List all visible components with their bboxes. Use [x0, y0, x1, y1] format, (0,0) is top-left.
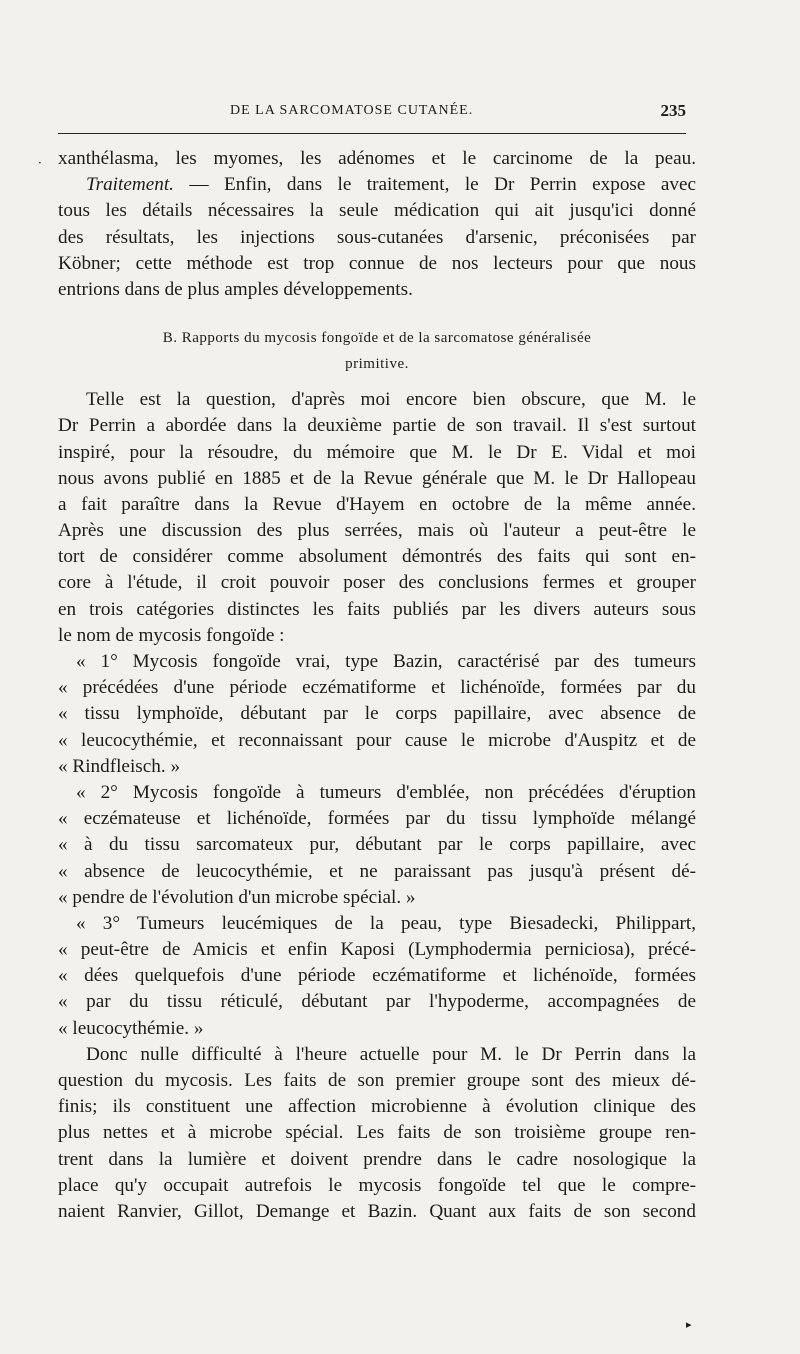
- text-line: question du mycosis. Les faits de son premier groupe sont des mieux dé-: [58, 1070, 696, 1091]
- quote-line: « Rindfleisch. »: [58, 755, 181, 777]
- text-line: tort de considérer comme absolument démontrés des faits qui sont en-: [58, 546, 696, 568]
- traitement-label: Traitement.: [86, 174, 174, 196]
- text-line: inspiré, pour la résoudre, du mémoire que M. le Dr E. Vidal et moi: [58, 441, 696, 463]
- section-heading-cont: primitive.: [345, 356, 409, 373]
- text-line: entrions dans de plus amples développements.: [58, 278, 413, 300]
- quote-line: « tissu lymphoïde, débutant par le corps papillaire, avec absence de: [58, 703, 696, 725]
- quote-line: « dées quelquefois d'une période eczématiforme et lichénoïde, formées: [58, 965, 696, 987]
- quote-line: « 2° Mycosis fongoïde à tumeurs d'emblée, non précédées d'éruption: [76, 781, 696, 803]
- text-line: en trois catégories distinctes les faits publiés par les divers auteurs sous: [58, 598, 696, 620]
- text-line: Telle est la question, d'après moi encore bien obscure, que M. le: [86, 389, 696, 411]
- bottom-mark: ▸: [686, 1318, 692, 1331]
- text-line: [58, 172, 696, 198]
- quote-line: « leucocythémie, et reconnaissant pour cause le microbe d'Auspitz et de: [58, 729, 696, 751]
- text-line: Donc nulle difficulté à l'heure actuelle pour M. le Dr Perrin dans la: [86, 1043, 696, 1065]
- text-line: le nom de mycosis fongoïde :: [58, 624, 285, 646]
- quote-line: « absence de leucocythémie, et ne paraissant pas jusqu'à présent dé-: [58, 860, 696, 882]
- text-line: naient Ranvier, Gillot, Demange et Bazin. Quant aux faits de son second: [58, 1200, 696, 1222]
- body-text: [58, 146, 696, 1225]
- quote-line: « peut-être de Amicis et enfin Kaposi (Lymphodermia perniciosa), précé-: [58, 939, 696, 961]
- text-line: place qu'y occupait autrefois le mycosis fongoïde tel que le compre-: [58, 1174, 696, 1196]
- page-header: [58, 103, 686, 125]
- quote-line: « eczémateuse et lichénoïde, formées par du tissu lymphoïde mélangé: [58, 808, 696, 830]
- quote-line: « 1° Mycosis fongoïde vrai, type Bazin, caractérisé par des tumeurs: [76, 651, 696, 672]
- text-line: tous les détails nécessaires la seule médication qui ait jusqu'ici donné: [58, 200, 696, 222]
- text-line: core à l'étude, il croit pouvoir poser des conclusions fermes et grouper: [58, 572, 696, 594]
- quote-line: « par du tissu réticulé, débutant par l'hypoderme, accompagnées de: [58, 991, 696, 1013]
- quote-line: « précédées d'une période eczématiforme et lichénoïde, formées par du: [58, 677, 696, 699]
- margin-dot: ·: [38, 156, 42, 170]
- page-number: 235: [660, 101, 686, 120]
- text-line: xanthélasma, les myomes, les adénomes et le carcinome de la peau.: [58, 148, 696, 169]
- text-line: a fait paraître dans la Revue d'Hayem en octobre de la même année.: [58, 493, 696, 515]
- running-title: DE LA SARCOMATOSE CUTANÉE.: [230, 103, 474, 118]
- text-line-rest: — Enfin, dans le traitement, le Dr Perrin expose avec: [189, 174, 697, 196]
- header-rule: [58, 133, 686, 134]
- text-line: trent dans la lumière et doivent prendre dans le cadre nosologique la: [58, 1148, 696, 1170]
- text-line: Dr Perrin a abordée dans la deuxième partie de son travail. Il s'est surtout: [58, 415, 696, 437]
- quote-line: « 3° Tumeurs leucémiques de la peau, type Biesadecki, Philippart,: [76, 912, 696, 934]
- quote-line: « à du tissu sarcomateux pur, débutant par le corps papillaire, avec: [58, 834, 696, 856]
- text-line: Köbner; cette méthode est trop connue de nos lecteurs pour que nous: [58, 252, 696, 274]
- text-line: finis; ils constituent une affection microbienne à évolution clinique des: [58, 1096, 696, 1118]
- text-line: Après une discussion des plus serrées, mais où l'auteur a peut-être le: [58, 520, 696, 542]
- section-heading: B. Rapports du mycosis fongoïde et de la sarcomatose généralisée: [162, 330, 592, 347]
- text-line: plus nettes et à microbe spécial. Les faits de son troisième groupe ren-: [58, 1122, 696, 1144]
- text-line: des résultats, les injections sous-cutanées d'arsenic, préconisées par: [58, 226, 696, 248]
- text-line: nous avons publié en 1885 et de la Revue générale que M. le Dr Hallopeau: [58, 467, 696, 489]
- quote-line: « leucocythémie. »: [58, 1017, 204, 1039]
- quote-line: « pendre de l'évolution d'un microbe spécial. »: [58, 886, 416, 908]
